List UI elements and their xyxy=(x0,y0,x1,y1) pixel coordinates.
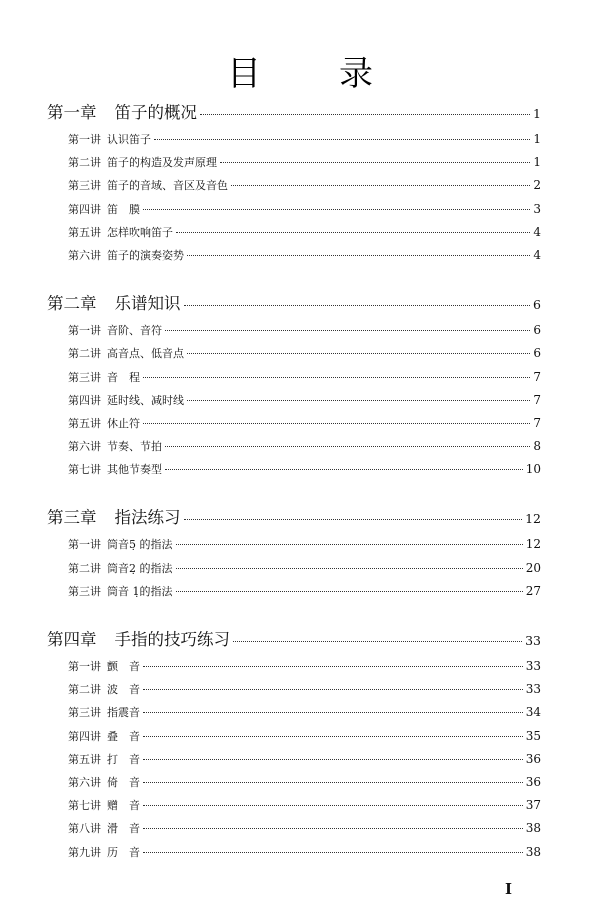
toc-entry[interactable] xyxy=(47,174,541,197)
section-title: 延时线、减时线 xyxy=(107,393,184,407)
dot-leader xyxy=(143,689,523,690)
page-number: 4 xyxy=(533,247,541,262)
dot-leader xyxy=(143,782,523,783)
section-number: 第三讲 xyxy=(68,706,101,720)
dot-leader xyxy=(176,568,523,569)
title-char-2: 录 xyxy=(339,54,373,94)
section-title: 笛子的音域、音区及音色 xyxy=(107,179,228,193)
page-number: 12 xyxy=(525,537,541,552)
page-number: 35 xyxy=(525,728,541,743)
section-number: 第六讲 xyxy=(68,248,101,262)
page-number: 36 xyxy=(525,774,541,789)
section-number: 第二讲 xyxy=(68,156,101,170)
section-title: 打 音 xyxy=(107,752,140,766)
dot-leader xyxy=(187,353,530,354)
dot-leader xyxy=(165,446,530,447)
toc-entry[interactable] xyxy=(47,771,541,794)
toc-entry[interactable] xyxy=(47,794,541,817)
page-number: 27 xyxy=(525,583,541,598)
dot-leader xyxy=(143,852,523,853)
section-title: 高音点、低音点 xyxy=(107,347,184,361)
toc-entry[interactable] xyxy=(47,678,541,701)
section-number: 第一讲 xyxy=(68,660,101,673)
dot-leader xyxy=(231,185,530,186)
chapter-heading[interactable] xyxy=(47,503,541,533)
toc-entry[interactable] xyxy=(47,389,541,412)
section-number: 第七讲 xyxy=(68,799,101,813)
section-number: 第一讲 xyxy=(68,538,101,552)
dot-leader xyxy=(165,469,523,470)
page-number: 2 xyxy=(533,178,541,193)
toc-entry[interactable] xyxy=(47,244,541,267)
section-number: 第三讲 xyxy=(68,370,101,384)
section-title: 其他节奏型 xyxy=(107,463,162,477)
section-title: 赠 音 xyxy=(107,799,140,813)
page-title xyxy=(0,52,600,96)
page-number: 4 xyxy=(533,224,541,239)
section-title: 休止符 xyxy=(107,416,140,430)
page-number: 36 xyxy=(525,751,541,766)
page-number: 1 xyxy=(533,132,541,146)
dot-leader xyxy=(143,805,523,806)
section-number: 第二讲 xyxy=(68,561,101,575)
chapter-4 xyxy=(47,625,541,864)
section-number: 第三讲 xyxy=(68,179,101,193)
toc-entry[interactable] xyxy=(47,151,541,174)
chapter-heading[interactable] xyxy=(47,98,541,128)
section-number: 第二讲 xyxy=(68,683,101,697)
table-of-contents xyxy=(47,98,541,886)
toc-entry[interactable] xyxy=(47,655,541,678)
dot-leader xyxy=(176,591,523,592)
dot-leader xyxy=(154,139,530,140)
chapter-number: 第四章 xyxy=(47,630,97,649)
title-char-1: 目 xyxy=(227,54,261,94)
section-number: 第九讲 xyxy=(68,845,101,859)
page-folio: I xyxy=(505,880,513,898)
dot-leader xyxy=(143,759,523,760)
chapter-number: 第三章 xyxy=(47,508,97,528)
dot-leader xyxy=(184,519,523,520)
chapter-title: 手指的技巧练习 xyxy=(114,630,230,649)
toc-entry[interactable] xyxy=(47,817,541,840)
section-title: 指震音 xyxy=(107,706,140,720)
chapter-number: 第二章 xyxy=(47,294,97,314)
dot-leader xyxy=(143,209,530,210)
page-number: 6 xyxy=(533,346,541,361)
section-number: 第四讲 xyxy=(68,729,101,743)
section-title: 叠 音 xyxy=(107,729,140,743)
page-number: 8 xyxy=(533,439,541,454)
chapter-3 xyxy=(47,503,541,603)
dot-leader xyxy=(143,712,523,713)
toc-entry[interactable] xyxy=(47,725,541,748)
dot-leader xyxy=(143,666,523,667)
page-number: 34 xyxy=(525,705,541,720)
section-title: 笛子的构造及发声原理 xyxy=(107,156,217,170)
chapter-2 xyxy=(47,289,541,481)
section-number: 第一讲 xyxy=(68,324,101,338)
section-title: 音阶、音符 xyxy=(107,324,162,338)
section-title: 颤 音 xyxy=(107,660,140,673)
section-title: 认识笛子 xyxy=(107,133,151,146)
dot-leader xyxy=(143,423,530,424)
section-number: 第七讲 xyxy=(68,463,101,477)
page-number: 33 xyxy=(525,633,541,648)
section-title: 笛子的演奏姿势 xyxy=(107,248,184,262)
section-number: 第六讲 xyxy=(68,440,101,454)
section-number: 第四讲 xyxy=(68,393,101,407)
toc-entry[interactable] xyxy=(47,748,541,771)
toc-entry[interactable] xyxy=(47,366,541,389)
section-title: 音 程 xyxy=(107,370,140,384)
dot-leader xyxy=(176,232,530,233)
page-number: 7 xyxy=(533,369,541,384)
section-title: 筒音2̣ 的指法 xyxy=(107,561,173,575)
toc-entry[interactable] xyxy=(47,221,541,244)
toc-entry[interactable] xyxy=(47,841,541,864)
section-number: 第五讲 xyxy=(68,752,101,766)
section-title: 历 音 xyxy=(107,845,140,859)
chapter-title: 指法练习 xyxy=(114,508,181,528)
toc-entry[interactable] xyxy=(47,701,541,724)
page-number: 33 xyxy=(525,659,541,673)
section-title: 怎样吹响笛子 xyxy=(107,225,173,239)
toc-entry[interactable] xyxy=(47,198,541,221)
section-number: 第四讲 xyxy=(68,202,101,216)
page-number: 33 xyxy=(525,682,541,697)
section-title: 节奏、节拍 xyxy=(107,440,162,454)
chapter-heading[interactable] xyxy=(47,625,541,655)
dot-leader xyxy=(184,305,531,306)
section-number: 第五讲 xyxy=(68,225,101,239)
toc-entry[interactable] xyxy=(47,557,541,580)
toc-entry[interactable] xyxy=(47,342,541,365)
toc-entry[interactable] xyxy=(47,128,541,151)
section-title: 滑 音 xyxy=(107,822,140,836)
dot-leader xyxy=(143,828,523,829)
chapter-title: 笛子的概况 xyxy=(114,103,197,122)
section-number: 第六讲 xyxy=(68,775,101,789)
chapter-1 xyxy=(47,98,541,267)
dot-leader xyxy=(200,114,530,115)
section-number: 第一讲 xyxy=(68,133,101,146)
dot-leader xyxy=(165,330,530,331)
chapter-number: 第一章 xyxy=(47,103,97,122)
toc-entry[interactable] xyxy=(47,580,541,603)
toc-entry[interactable] xyxy=(47,458,541,481)
page-number: 1 xyxy=(533,155,541,170)
section-title: 筒音 1̣的指法 xyxy=(107,584,173,598)
chapter-heading[interactable] xyxy=(47,289,541,319)
toc-entry[interactable] xyxy=(47,533,541,556)
page-number: 6 xyxy=(533,323,541,338)
toc-entry[interactable] xyxy=(47,412,541,435)
section-number: 第八讲 xyxy=(68,822,101,836)
page-number: 7 xyxy=(533,415,541,430)
page-number: 20 xyxy=(525,560,541,575)
page-number: 7 xyxy=(533,392,541,407)
page-number: 12 xyxy=(525,511,541,527)
dot-leader xyxy=(143,377,530,378)
dot-leader xyxy=(233,641,522,642)
page-number: 1 xyxy=(533,106,541,121)
page-number: 38 xyxy=(525,821,541,836)
section-number: 第二讲 xyxy=(68,347,101,361)
page-number: 10 xyxy=(525,462,541,477)
section-number: 第三讲 xyxy=(68,584,101,598)
page-number: 6 xyxy=(533,297,541,313)
toc-entry[interactable] xyxy=(47,435,541,458)
section-number: 第五讲 xyxy=(68,416,101,430)
dot-leader xyxy=(187,400,530,401)
section-title: 波 音 xyxy=(107,683,140,697)
dot-leader xyxy=(176,544,523,545)
dot-leader xyxy=(220,162,530,163)
section-title: 笛 膜 xyxy=(107,202,140,216)
section-title: 筒音5̣ 的指法 xyxy=(107,538,173,552)
dot-leader xyxy=(143,736,523,737)
page-number: 38 xyxy=(525,844,541,859)
dot-leader xyxy=(187,255,530,256)
page-number: 3 xyxy=(533,201,541,216)
section-title: 倚 音 xyxy=(107,775,140,789)
chapter-title: 乐谱知识 xyxy=(114,294,181,314)
page-number: 37 xyxy=(525,798,541,813)
toc-entry[interactable] xyxy=(47,319,541,342)
